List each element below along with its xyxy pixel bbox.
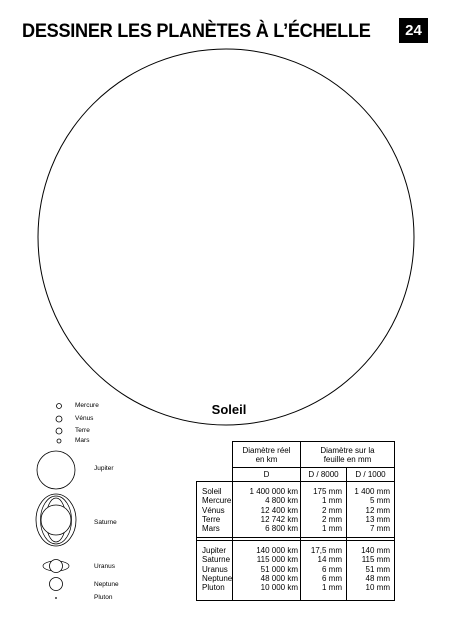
row-d1000: 13 mm: [365, 514, 390, 524]
row-real: 6 800 km: [265, 524, 298, 534]
row-real: 140 000 km: [256, 546, 298, 555]
row-d8000: 17,5 mm: [310, 546, 342, 555]
row-real: 4 800 km: [265, 496, 298, 506]
planet-diameter-table: [196, 441, 395, 601]
row-real: 12 742 km: [260, 514, 298, 524]
row-name: Saturne: [202, 555, 231, 565]
subheader-d1000: D / 1000: [355, 470, 386, 479]
header-sheet-line1: Diamètre sur la: [320, 446, 375, 455]
neptune-label: Neptune: [94, 581, 119, 588]
header-sheet-line2: feuille en mm: [323, 455, 372, 464]
row-d1000: 48 mm: [365, 573, 390, 583]
mars-label: Mars: [75, 437, 90, 444]
saturne-label: Saturne: [94, 519, 117, 526]
row-d1000: 140 mm: [361, 546, 390, 555]
header-real-line2: en km: [255, 455, 278, 464]
row-d1000: 115 mm: [361, 555, 390, 565]
terre-circle: [56, 428, 62, 434]
row-name: Pluton: [202, 583, 225, 593]
row-real: 10 000 km: [260, 583, 298, 593]
mercure-label: Mercure: [75, 402, 99, 409]
row-d1000: 5 mm: [370, 496, 390, 506]
row-name: Terre: [202, 514, 221, 524]
row-d8000: 14 mm: [317, 555, 342, 565]
sun-label: Soleil: [211, 402, 247, 417]
row-d1000: 10 mm: [365, 583, 390, 593]
sun-circle: [38, 49, 414, 425]
row-real: 115 000 km: [256, 555, 298, 565]
uranus-label: Uranus: [94, 563, 115, 570]
row-name: Uranus: [202, 564, 228, 574]
page-number-badge: 24: [399, 18, 428, 43]
jupiter-circle: [37, 451, 75, 489]
row-d8000: 6 mm: [322, 564, 342, 574]
subheader-d8000: D / 8000: [308, 470, 339, 479]
row-name: Neptune: [202, 573, 233, 583]
row-d8000: 1 mm: [322, 583, 342, 593]
mercure-circle: [57, 404, 62, 409]
row-d8000: 1 mm: [322, 496, 342, 506]
neptune-circle: [50, 578, 63, 591]
row-name: Soleil: [202, 487, 222, 496]
row-real: 48 000 km: [260, 573, 298, 583]
pluton-dot: [55, 597, 57, 599]
terre-label: Terre: [75, 427, 90, 434]
row-d1000: 1 400 mm: [354, 487, 390, 496]
jupiter-label: Jupiter: [94, 465, 114, 472]
row-d8000: 1 mm: [322, 524, 342, 534]
row-name: Vénus: [202, 505, 225, 515]
row-d8000: 6 mm: [322, 573, 342, 583]
page-title: DESSINER LES PLANÈTES À L’ÉCHELLE: [22, 20, 371, 42]
venus-circle: [56, 416, 62, 422]
row-d8000: 2 mm: [322, 514, 342, 524]
row-name: Mars: [202, 524, 220, 534]
header-real-line1: Diamètre réel: [242, 446, 291, 455]
row-d1000: 12 mm: [365, 505, 390, 515]
row-real: 51 000 km: [260, 564, 298, 574]
row-name: Mercure: [202, 496, 232, 506]
uranus-shape: [43, 560, 69, 573]
row-d8000: 175 mm: [313, 487, 342, 496]
row-real: 1 400 000 km: [249, 487, 298, 496]
row-real: 12 400 km: [260, 505, 298, 515]
row-d8000: 2 mm: [322, 505, 342, 515]
venus-label: Vénus: [75, 415, 94, 422]
mars-circle: [57, 439, 61, 443]
row-d1000: 7 mm: [370, 524, 390, 534]
saturne-shape: [36, 494, 76, 546]
row-d1000: 51 mm: [365, 564, 390, 574]
subheader-d: D: [263, 470, 270, 479]
row-name: Jupiter: [202, 546, 227, 555]
pluton-label: Pluton: [94, 594, 113, 601]
